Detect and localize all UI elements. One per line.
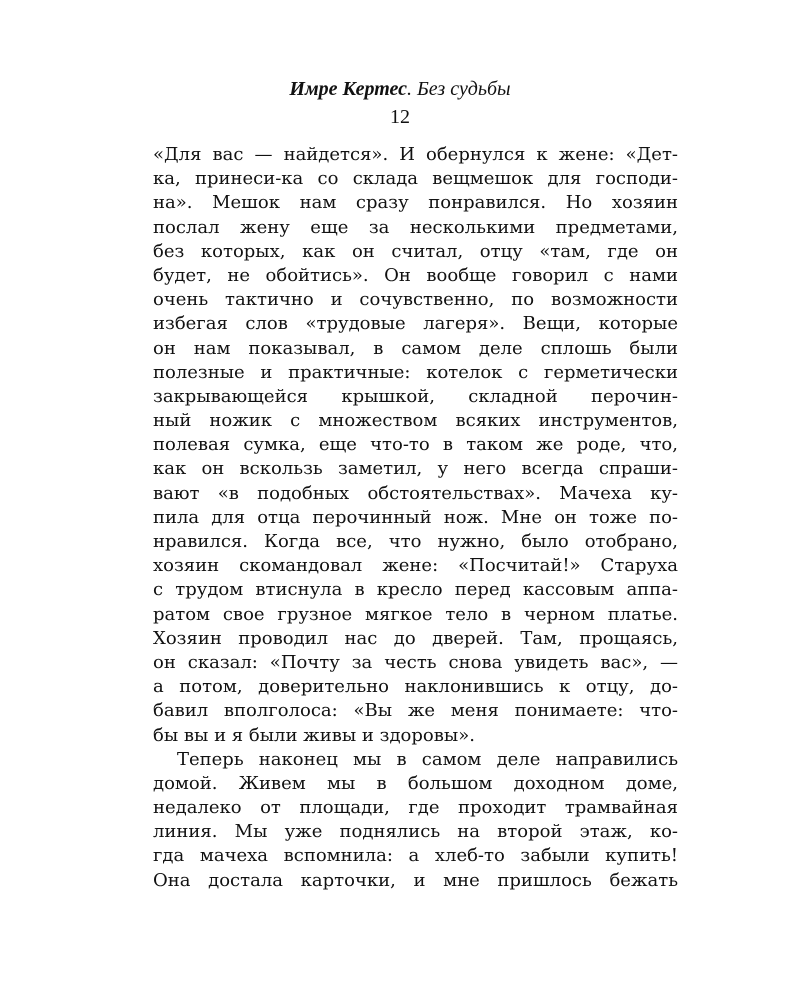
text-line: закрывающейся крышкой, складной перочин- (153, 385, 678, 407)
text-line: послал жену еще за несколькими предметами, (153, 216, 678, 238)
text-line: на». Мешок нам сразу понравился. Но хозяин (153, 192, 678, 214)
text-line: он нам показывал, в самом деле сплошь были (153, 337, 678, 359)
text-line: бавил вполголоса: «Вы же меня понимаете: что- (153, 700, 678, 722)
text-line: недалеко от площади, где проходит трамвайная (153, 797, 678, 819)
text-line: линия. Мы уже поднялись на второй этаж, ко- (153, 821, 678, 843)
text-line: «Для вас — найдется». И обернулся к жене: «Дет- (153, 144, 678, 165)
text-line: без которых, как он считал, отцу «там, где он (153, 240, 678, 262)
body-text (153, 143, 678, 893)
text-line: вают «в подобных обстоятельствах». Мачеха ку- (153, 482, 678, 504)
text-line: будет, не обойтись». Он вообще говорил с нами (153, 264, 678, 286)
text-line: нравился. Когда все, что нужно, было отобрано, (153, 531, 678, 552)
page-number: 12 (390, 106, 410, 128)
text-line: полевая сумка, еще что-то в таком же роде, что, (153, 434, 678, 456)
text-line: домой. Живем мы в большом доходном доме, (153, 772, 678, 794)
text-line: гда мачеха вспомнила: а хлеб-то забыли купить! (153, 845, 678, 867)
text-line: хозяин скомандовал жене: «Посчитай!» Старуха (153, 555, 678, 577)
header-book-title: Без судьбы (417, 78, 511, 100)
header-separator: . (407, 78, 417, 100)
text-line: очень тактично и сочувственно, по возможности (153, 289, 678, 311)
text-line: ратом свое грузное мягкое тело в черном платье. (153, 603, 678, 625)
text-line: как он вскользь заметил, у него всегда спраши- (153, 458, 678, 480)
text-line: Хозяин проводил нас до дверей. Там, прощаясь, (153, 627, 678, 649)
text-line: избегая слов «трудовые лагеря». Вещи, которые (153, 313, 678, 335)
paragraph-end-line: бы вы и я были живы и здоровы». (153, 724, 475, 746)
text-line: он сказал: «Почту за честь снова увидеть вас», — (153, 651, 678, 673)
text-line: ка, принеси-ка со склада вещмешок для господи- (153, 168, 678, 190)
text-line: Она достала карточки, и мне пришлось бежать (153, 869, 678, 891)
header-author: Имре Кертес (289, 78, 407, 100)
text-line: полезные и практичные: котелок с герметически (153, 361, 678, 383)
running-header (0, 76, 800, 102)
paragraph-first-line: Теперь наконец мы в самом деле направились (177, 748, 678, 770)
text-line: а потом, доверительно наклонившись к отцу, до- (153, 676, 678, 698)
text-line: ный ножик с множеством всяких инструментов, (153, 410, 678, 432)
text-line: пила для отца перочинный нож. Мне он тоже по- (153, 506, 678, 528)
text-line: с трудом втиснула в кресло перед кассовым аппа- (153, 579, 678, 601)
